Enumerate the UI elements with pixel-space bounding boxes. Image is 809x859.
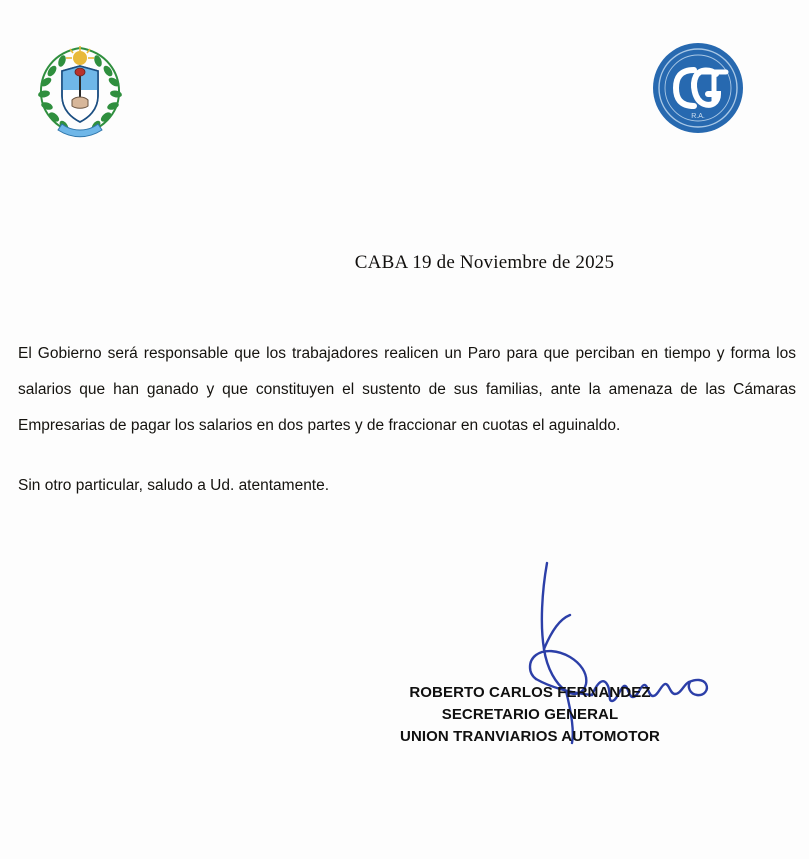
letter-body <box>18 336 796 500</box>
paragraph-main: El Gobierno será responsable que los trabajadores realicen un Paro para que perciban en tiempo y forma los salarios que han ganado y que constituyen el sustento de sus familias, ante la amenaza de las Cámaras Empresarias de pagar los salarios en dos partes y de fraccionar en cuotas el aguinaldo. <box>18 345 796 434</box>
signature-block <box>300 682 760 748</box>
date-line: CABA 19 de Noviembre de 2025 <box>354 252 615 273</box>
argentina-national-coat-of-arms-logo <box>28 38 132 142</box>
signature-area <box>0 540 809 800</box>
signer-position: SECRETARIO GENERAL <box>441 706 619 723</box>
signer-name: ROBERTO CARLOS FERNANDEZ <box>409 684 651 701</box>
letterhead <box>0 0 809 170</box>
svg-text:R.A.: R.A. <box>691 113 705 120</box>
cgt-union-logo <box>650 40 746 136</box>
signer-organization: UNION TRANVIARIOS AUTOMOTOR <box>400 728 660 745</box>
paragraph-closing: Sin otro particular, saludo a Ud. atentamente. <box>18 477 330 494</box>
